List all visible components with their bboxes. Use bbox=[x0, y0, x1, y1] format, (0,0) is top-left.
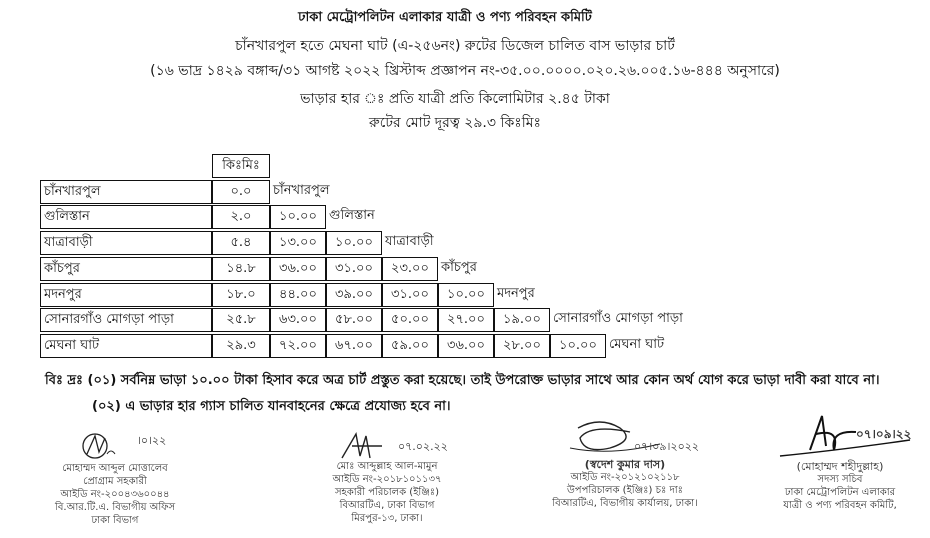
fare-cell: ৭২.০০ bbox=[270, 334, 326, 358]
diagonal-stop-label: যাত্রাবাড়ী bbox=[385, 234, 434, 250]
route-distance: রুটের মোট দূরত্ব ২৯.৩ কিঃমিঃ bbox=[369, 115, 541, 131]
signature-4-line-1: (মোহাম্মদ শহীদুল্লাহ) bbox=[796, 460, 884, 473]
fare-cell: ১০.০০ bbox=[550, 334, 606, 358]
signature-3-line-4: বিআরটিএ, বিভাগীয় কার্যালয়, ঢাকা। bbox=[552, 498, 698, 509]
stop-name-cell: মেঘনা ঘাট bbox=[40, 334, 212, 358]
stop-km-cell: ২৯.৩ bbox=[212, 334, 270, 358]
signature-4-date: ০৭।০৯।২২ bbox=[856, 427, 912, 441]
stop-km-cell: ২.০ bbox=[212, 205, 270, 229]
km-column-header: কিঃমিঃ bbox=[212, 154, 270, 178]
fare-cell: ১৩.০০ bbox=[270, 231, 326, 255]
signature-1-line-4: বি.আর.টি.এ. বিভাগীয় অফিস bbox=[55, 502, 176, 513]
stop-km-cell: ১৪.৮ bbox=[212, 257, 270, 281]
document-title: ঢাকা মেট্রোপলিটন এলাকার যাত্রী ও পণ্য পরিবহন কমিটি bbox=[298, 10, 592, 25]
fare-cell: ২৩.০০ bbox=[382, 257, 438, 281]
stop-name-cell: কাঁচপুর bbox=[40, 257, 212, 281]
stop-name-cell: গুলিস্তান bbox=[40, 205, 212, 229]
note-1: বিঃ দ্রঃ (০১) সর্বনিম্ন ভাড়া ১০.০০ টাকা হিসাব করে অত্র চার্ট প্রস্তুত করা হয়েছে। তাই উপরোক্ত ভাড়ার সাথে আর কোন অর্থ যোগ করে ভাড়া দাবী করা যাবে না। bbox=[45, 373, 880, 388]
fare-cell: ৬৩.০০ bbox=[270, 308, 326, 332]
signature-2-line-2: আইডি নং-২০১৮১০১১৩৭ bbox=[332, 474, 442, 485]
notification-reference: (১৬ ভাদ্র ১৪২৯ বঙ্গাব্দ/৩১ আগষ্ট ২০২২ খ্রিস্টাব্দ প্রজ্ঞাপন নং-৩৫.০০.০০০০.০২০.২৬.০০৫.১৬-৪৪৪ অনুসারে) bbox=[150, 63, 780, 79]
note-2: (০২) এ ভাড়ার হার গ্যাস চালিত যানবাহনের ক্ষেত্রে প্রযোজ্য হবে না। bbox=[92, 399, 451, 414]
signature-3-line-3: উপপরিচালক (ইঞ্জিঃ) চঃ দাঃ bbox=[567, 485, 683, 496]
signature-2-line-5: মিরপুর-১৩, ঢাকা। bbox=[351, 513, 423, 524]
signature-1-date: ।০।২২ bbox=[137, 434, 167, 447]
signature-1-line-2: প্রোগ্রাম সহকারী bbox=[83, 476, 147, 487]
stop-name-cell: সোনারগাঁও মোগড়া পাড়া bbox=[40, 308, 212, 332]
fare-cell: ৫০.০০ bbox=[382, 308, 438, 332]
signature-3-line-2: আইডি নং-২০১২১০২১১৮ bbox=[570, 472, 680, 483]
diagonal-stop-label: মদনপুর bbox=[497, 285, 535, 301]
signature-2-date: ০৭.০২.২২ bbox=[398, 440, 448, 453]
stop-name-cell: চাঁনখারপুল bbox=[40, 180, 212, 204]
signature-4-line-2: সদস্য সচিব bbox=[817, 474, 863, 485]
signature-4-line-3: ঢাকা মেট্রোপলিটন এলাকার bbox=[784, 487, 896, 498]
signature-block-1 bbox=[55, 430, 175, 527]
signature-block-3 bbox=[540, 418, 710, 510]
fare-cell: ৩১.০০ bbox=[382, 283, 438, 307]
stop-km-cell: ০.০ bbox=[212, 180, 270, 204]
diagonal-stop-label: গুলিস্তান bbox=[329, 208, 375, 224]
fare-cell: ১০.০০ bbox=[270, 205, 326, 229]
signature-1-line-5: ঢাকা বিভাগ bbox=[91, 515, 139, 526]
fare-cell: ৫৮.০০ bbox=[326, 308, 382, 332]
fare-cell: ৩৬.০০ bbox=[438, 334, 494, 358]
fare-cell: ৫৯.০০ bbox=[382, 334, 438, 358]
signature-2-line-1: মোঃ আব্দুল্লাহ আল-মামুন bbox=[336, 461, 438, 472]
stop-name-cell: মদনপুর bbox=[40, 283, 212, 307]
fare-cell: ৩৬.০০ bbox=[270, 257, 326, 281]
signature-2-line-3: সহকারী পরিচালক (ইঞ্জিঃ) bbox=[334, 487, 440, 498]
signature-1-line-3: আইডি নং-২০০৪৩৬০০৪৪ bbox=[60, 489, 170, 500]
diagonal-stop-label: মেঘনা ঘাট bbox=[609, 336, 665, 352]
stop-km-cell: ২৫.৮ bbox=[212, 308, 270, 332]
fare-cell: ১০.০০ bbox=[326, 231, 382, 255]
diagonal-stop-label: কাঁচপুর bbox=[441, 259, 477, 275]
fare-cell: ২৮.০০ bbox=[494, 334, 550, 358]
signature-block-4 bbox=[760, 410, 920, 512]
fare-cell: ১০.০০ bbox=[438, 283, 494, 307]
stop-km-cell: ৫.৪ bbox=[212, 231, 270, 255]
fare-cell: ২৭.০০ bbox=[438, 308, 494, 332]
fare-rate: ভাড়ার হার ঃ প্রতি যাত্রী প্রতি কিলোমিটার ২.৪৫ টাকা bbox=[300, 91, 610, 107]
signature-4-line-4: যাত্রী ও পণ্য পরিবহন কমিটি, bbox=[783, 500, 897, 511]
signature-2-line-4: বিআরটিএ, ঢাকা বিভাগ bbox=[339, 500, 435, 511]
signature-3-date: ০৭।০৯।২০২২ bbox=[634, 440, 700, 453]
fare-cell: ১৯.০০ bbox=[494, 308, 550, 332]
signature-block-2 bbox=[312, 432, 462, 525]
signature-1-line-1: মোহাম্মদ আব্দুল মোত্তালেব bbox=[62, 463, 168, 474]
document-subtitle: চাঁনখারপুল হতে মেঘনা ঘাট (এ-২৫৬নং) রুটের ডিজেল চালিত বাস ভাড়ার চার্ট bbox=[235, 38, 675, 54]
diagonal-stop-label: চাঁনখারপুল bbox=[273, 182, 330, 198]
diagonal-stop-label: সোনারগাঁও মোগড়া পাড়া bbox=[553, 311, 683, 327]
stop-name-cell: যাত্রাবাড়ী bbox=[40, 231, 212, 255]
signature-3-line-1: (স্বদেশ কুমার দাস) bbox=[584, 458, 666, 471]
fare-cell: ৬৭.০০ bbox=[326, 334, 382, 358]
stop-km-cell: ১৮.০ bbox=[212, 283, 270, 307]
fare-cell: ৪৪.০০ bbox=[270, 283, 326, 307]
fare-cell: ৩৯.০০ bbox=[326, 283, 382, 307]
fare-cell: ৩১.০০ bbox=[326, 257, 382, 281]
